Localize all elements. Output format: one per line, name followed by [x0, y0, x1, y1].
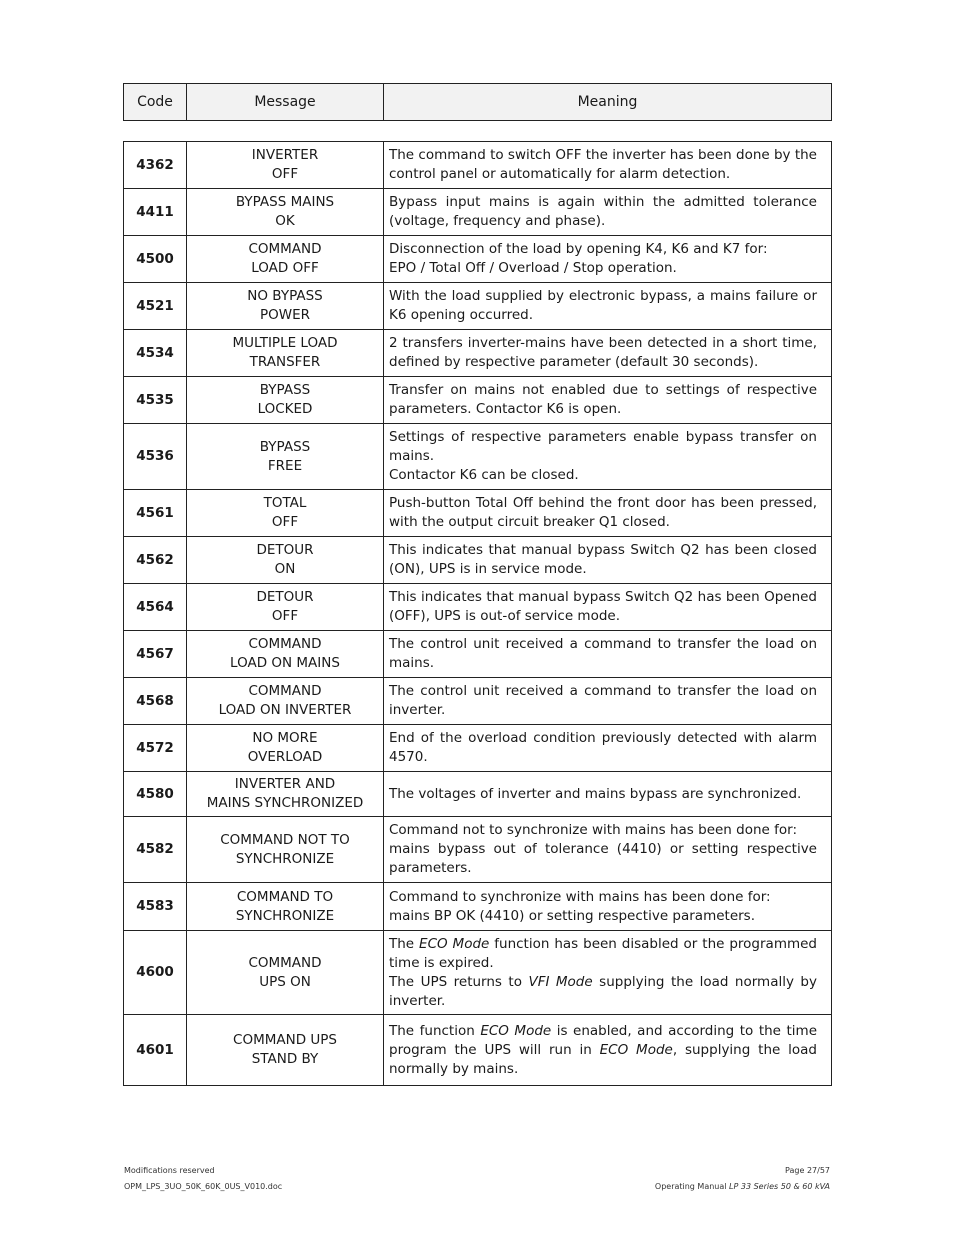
- message-cell: [187, 236, 384, 283]
- meaning-cell: [384, 283, 832, 330]
- meaning-text: , supplying the load normally by mains.: [389, 1041, 817, 1077]
- table-row: [124, 678, 832, 725]
- message-cell: [187, 817, 384, 883]
- meaning-cell: [384, 631, 832, 678]
- table-row: [124, 142, 832, 189]
- meaning-line: [389, 973, 817, 1011]
- meaning-line: The control unit received a command to transfer the load on inverter.: [389, 683, 817, 718]
- header-meaning: Meaning: [384, 84, 832, 121]
- table-row: [124, 725, 832, 772]
- message-line: DETOUR: [256, 542, 314, 558]
- meaning-text: The function: [389, 1022, 481, 1039]
- message-cell: [187, 631, 384, 678]
- code-cell: 4561: [124, 490, 187, 537]
- message-line: NO MORE: [252, 730, 318, 746]
- message-cell: [187, 490, 384, 537]
- meaning-cell: [384, 490, 832, 537]
- message-line: STAND BY: [251, 1051, 319, 1067]
- message-line: OFF: [271, 608, 299, 624]
- message-line: SYNCHRONIZE: [235, 850, 335, 867]
- message-cell: [187, 330, 384, 377]
- message-line: TOTAL: [263, 495, 307, 511]
- meaning-cell: [384, 772, 832, 817]
- meaning-cell: [384, 236, 832, 283]
- meaning-line: With the load supplied by electronic bypass, a mains failure or K6 opening occurred.: [389, 288, 817, 323]
- message-cell: [187, 424, 384, 490]
- table-row: [124, 772, 832, 817]
- meaning-cell: [384, 725, 832, 772]
- table-row: [124, 330, 832, 377]
- meaning-line: End of the overload condition previously detected with alarm 4570.: [389, 730, 817, 765]
- code-cell: 4601: [124, 1015, 187, 1086]
- message-line: UPS ON: [259, 973, 311, 990]
- meaning-emphasis: VFI Mode: [528, 973, 593, 990]
- message-line: OK: [275, 213, 295, 229]
- meaning-line: The control unit received a command to transfer the load on mains.: [389, 636, 817, 671]
- code-cell: 4567: [124, 631, 187, 678]
- table-row: [124, 490, 832, 537]
- code-cell: 4572: [124, 725, 187, 772]
- message-line: COMMAND NOT TO: [220, 831, 350, 848]
- code-cell: 4564: [124, 584, 187, 631]
- message-line: COMMAND: [248, 241, 322, 257]
- meaning-emphasis: ECO Mode: [480, 1022, 552, 1039]
- message-cell: [187, 189, 384, 236]
- table-row: [124, 283, 832, 330]
- meaning-cell: [384, 817, 832, 883]
- message-cell: [187, 772, 384, 817]
- meaning-cell: [384, 584, 832, 631]
- meaning-cell: [384, 189, 832, 236]
- message-cell: [187, 377, 384, 424]
- meaning-line: Push-button Total Off behind the front door has been pressed, with the output circuit breaker Q1 closed.: [389, 495, 817, 530]
- table-row: [124, 584, 832, 631]
- message-cell: [187, 883, 384, 931]
- code-cell: 4362: [124, 142, 187, 189]
- table-row: [124, 883, 832, 931]
- message-cell: [187, 931, 384, 1015]
- meaning-text: function has been disabled or the programmed time is expired.: [389, 935, 818, 971]
- meaning-text: supplying the load normally by inverter.: [389, 973, 817, 1009]
- meaning-line: Transfer on mains not enabled due to settings of respective parameters. Contactor K6 is open.: [389, 382, 817, 417]
- meaning-line: Bypass input mains is again within the admitted tolerance (voltage, frequency and phase).: [389, 194, 817, 229]
- message-line: BYPASS MAINS: [235, 194, 335, 210]
- message-line: BYPASS: [259, 382, 311, 398]
- message-line: COMMAND TO: [236, 888, 334, 905]
- meaning-line: The voltages of inverter and mains bypass are synchronized.: [389, 785, 802, 802]
- footer-manual-title: [655, 1182, 830, 1191]
- message-line: TRANSFER: [249, 354, 321, 370]
- footer-filename: OPM_LPS_3UO_50K_60K_0US_V010.doc: [124, 1182, 283, 1191]
- message-line: INVERTER AND: [234, 776, 336, 792]
- meaning-line: Settings of respective parameters enable bypass transfer on mains.: [389, 429, 817, 464]
- meaning-cell: [384, 377, 832, 424]
- message-line: NO BYPASS: [247, 288, 323, 304]
- message-line: COMMAND: [248, 683, 322, 699]
- meaning-text: is enabled, and according to the time program the UPS will run in: [389, 1022, 818, 1058]
- message-line: OFF: [271, 514, 299, 530]
- meaning-cell: [384, 883, 832, 931]
- table-row: [124, 631, 832, 678]
- meaning-line: Command to synchronize with mains has been done for:: [389, 888, 771, 905]
- message-line: ON: [274, 561, 296, 577]
- message-table-body: [124, 142, 832, 1086]
- message-line: LOCKED: [257, 401, 313, 417]
- code-cell: 4521: [124, 283, 187, 330]
- message-line: BYPASS: [259, 438, 311, 455]
- meaning-cell: [384, 330, 832, 377]
- message-line: MAINS SYNCHRONIZED: [206, 795, 364, 811]
- table-row: [124, 931, 832, 1015]
- meaning-line: Contactor K6 can be closed.: [389, 467, 579, 483]
- message-cell: [187, 1015, 384, 1086]
- meaning-cell: [384, 1015, 832, 1086]
- message-cell: [187, 142, 384, 189]
- code-cell: 4600: [124, 931, 187, 1015]
- meaning-line: This indicates that manual bypass Switch Q2 has been closed (ON), UPS is in service mode.: [389, 542, 817, 577]
- table-row: [124, 377, 832, 424]
- message-line: OVERLOAD: [247, 749, 323, 765]
- code-cell: 4580: [124, 772, 187, 817]
- message-line: LOAD OFF: [251, 260, 319, 276]
- meaning-emphasis: ECO Mode: [419, 935, 490, 952]
- message-line: SYNCHRONIZE: [235, 907, 335, 924]
- meaning-line: [389, 935, 817, 973]
- meaning-text: The UPS returns to: [389, 973, 529, 990]
- meaning-cell: [384, 678, 832, 725]
- header-code: Code: [124, 84, 187, 121]
- message-line: MULTIPLE LOAD: [232, 335, 338, 351]
- meaning-text: The: [389, 935, 420, 952]
- footer-modifications: Modifications reserved: [124, 1166, 215, 1175]
- table-row: [124, 817, 832, 883]
- meaning-cell: [384, 142, 832, 189]
- message-cell: [187, 584, 384, 631]
- footer-page-number: Page 27/57: [785, 1166, 830, 1175]
- column-header-table: [123, 83, 832, 121]
- meaning-line: Command not to synchronize with mains has been done for:: [389, 822, 798, 838]
- table-row: [124, 189, 832, 236]
- message-line: DETOUR: [256, 589, 314, 605]
- meaning-line: mains bypass out of tolerance (4410) or setting respective parameters.: [389, 841, 817, 876]
- meaning-line: EPO / Total Off / Overload / Stop operation.: [389, 260, 677, 276]
- meaning-line: This indicates that manual bypass Switch Q2 has been Opened (OFF), UPS is out-of service mode.: [389, 589, 817, 624]
- meaning-emphasis: ECO Mode: [599, 1041, 673, 1058]
- message-cell: [187, 537, 384, 584]
- footer-manual-label: Operating Manual: [654, 1182, 730, 1191]
- code-cell: 4568: [124, 678, 187, 725]
- code-cell: 4562: [124, 537, 187, 584]
- message-line: INVERTER: [251, 147, 319, 163]
- header-message: Message: [187, 84, 384, 121]
- message-line: COMMAND UPS: [233, 1032, 337, 1048]
- meaning-line: The command to switch OFF the inverter has been done by the control panel or automatically for alarm detection.: [389, 147, 817, 182]
- message-cell: [187, 725, 384, 772]
- message-line: COMMAND: [248, 636, 322, 652]
- footer-manual-series: LP 33 Series 50 & 60 kVA: [729, 1182, 830, 1191]
- code-cell: 4500: [124, 236, 187, 283]
- code-cell: 4411: [124, 189, 187, 236]
- message-line: LOAD ON MAINS: [230, 655, 340, 671]
- message-line: POWER: [259, 307, 311, 323]
- message-line: COMMAND: [248, 954, 322, 971]
- message-line: OFF: [271, 166, 299, 182]
- meaning-cell: [384, 537, 832, 584]
- code-cell: 4536: [124, 424, 187, 490]
- meaning-line: [389, 1022, 817, 1079]
- code-cell: 4583: [124, 883, 187, 931]
- code-cell: 4582: [124, 817, 187, 883]
- meaning-cell: [384, 424, 832, 490]
- message-line: FREE: [267, 457, 303, 474]
- table-row: [124, 537, 832, 584]
- code-cell: 4534: [124, 330, 187, 377]
- table-row: [124, 1015, 832, 1086]
- message-line: LOAD ON INVERTER: [218, 702, 352, 718]
- meaning-line: 2 transfers inverter-mains have been detected in a short time, defined by respective parameter (default 30 seconds).: [389, 335, 817, 370]
- code-cell: 4535: [124, 377, 187, 424]
- message-table: [123, 141, 832, 1086]
- table-row: [124, 236, 832, 283]
- message-cell: [187, 678, 384, 725]
- table-row: [124, 424, 832, 490]
- meaning-cell: [384, 931, 832, 1015]
- meaning-line: Disconnection of the load by opening K4, K6 and K7 for:: [389, 241, 768, 257]
- message-cell: [187, 283, 384, 330]
- meaning-line: mains BP OK (4410) or setting respective parameters.: [389, 907, 756, 924]
